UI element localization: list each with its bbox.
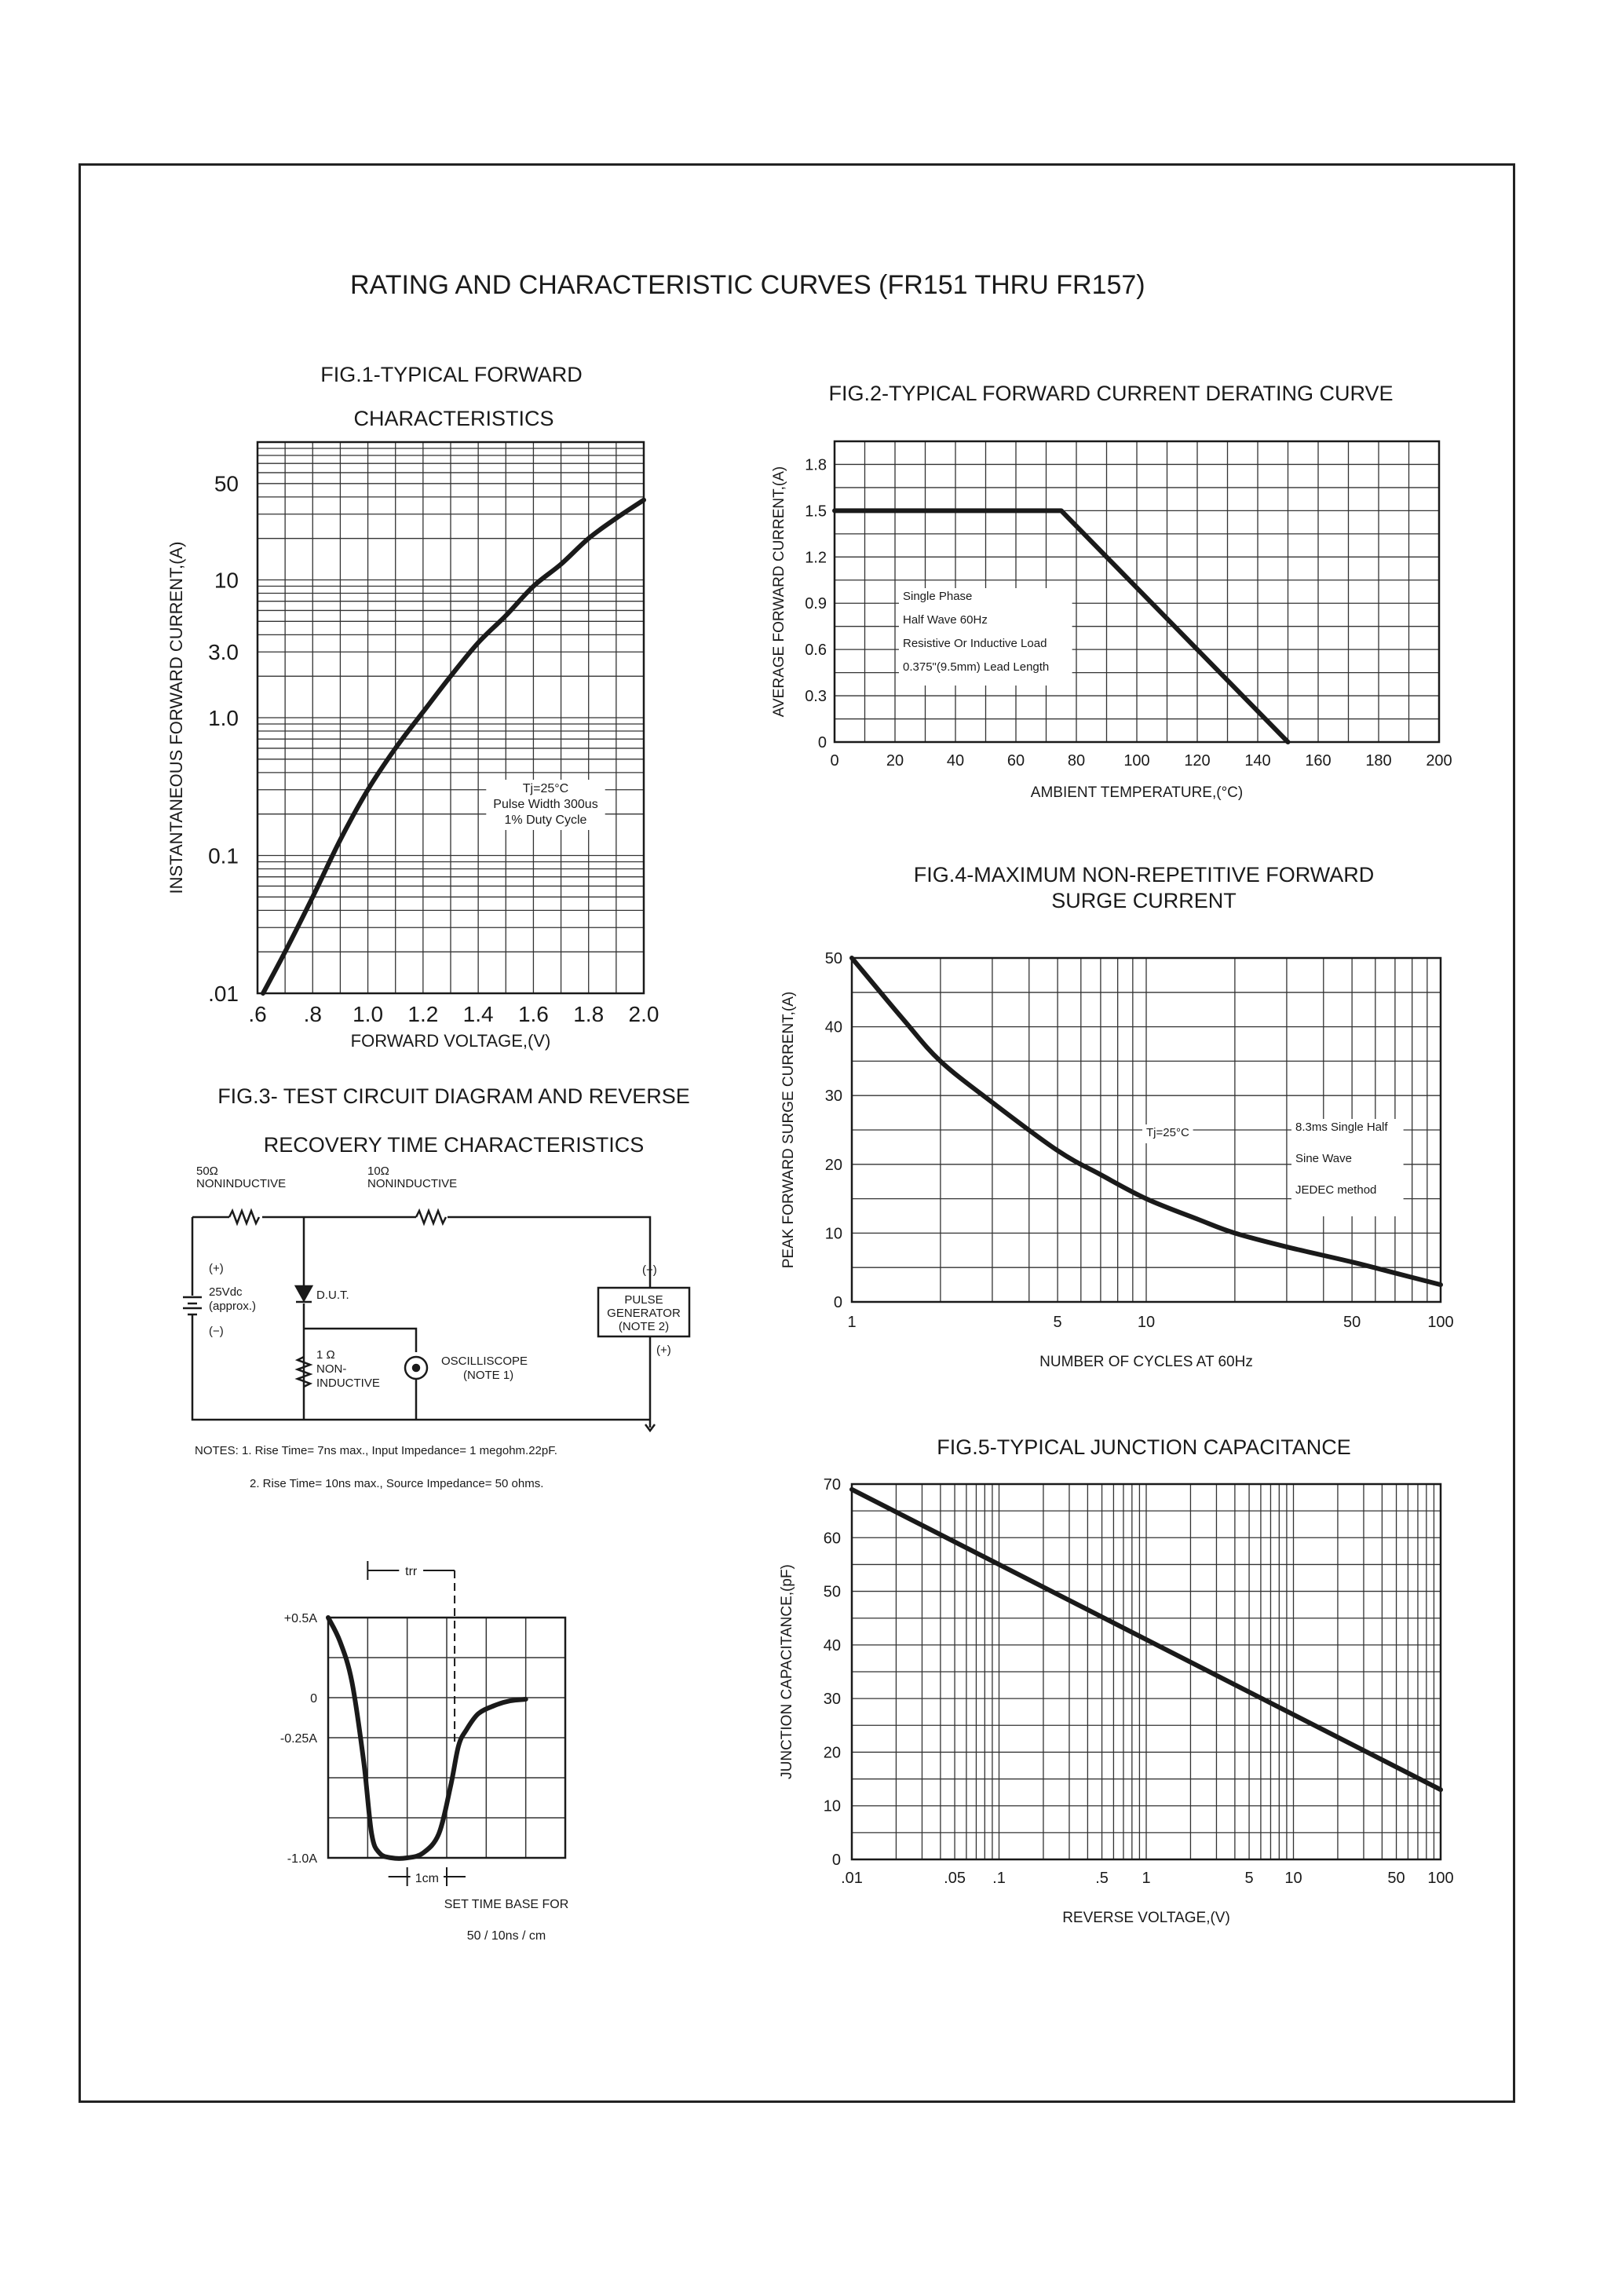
- fig2-annotation-line: 0.375"(9.5mm) Lead Length: [903, 660, 1050, 674]
- resistor-r1-symbol: [229, 1211, 259, 1223]
- fig5-y-tick-label: 10: [823, 1797, 841, 1815]
- fig4-annotation-right-line: JEDEC method: [1295, 1183, 1377, 1197]
- fig1-x-tick-label: .6: [248, 1002, 267, 1026]
- resistor-r2-symbol: [416, 1211, 446, 1223]
- fig4-annotation-left: [1142, 1124, 1193, 1143]
- fig3w-y-tick-label: +0.5A: [283, 1612, 317, 1625]
- fig3w-caption-line: SET TIME BASE FOR: [444, 1898, 569, 1911]
- fig1-x-tick-label: 1.2: [407, 1002, 439, 1026]
- fig5-y-tick-label: 60: [823, 1530, 841, 1548]
- r2-value: 10Ω: [367, 1164, 389, 1178]
- fig3-waveform-chart: [280, 1561, 568, 1943]
- circuit-left-wire: [192, 1217, 650, 1420]
- fig1-y-tick-label: 10: [214, 568, 239, 593]
- supply-plus: (+): [209, 1262, 224, 1275]
- fig1-y-tick-label: 1.0: [208, 705, 239, 730]
- fig2-x-tick-label: 120: [1184, 752, 1211, 770]
- fig2-y-tick-label: 0.3: [805, 688, 827, 706]
- fig5-x-tick-label: 50: [1387, 1870, 1405, 1887]
- fig4-y-tick-label: 30: [824, 1088, 842, 1106]
- fig5-y-tick-label: 40: [823, 1636, 841, 1654]
- fig4-annotation-right: [1291, 1119, 1404, 1216]
- fig5-x-tick-label: .05: [944, 1870, 966, 1887]
- fig2-y-axis-label: AVERAGE FORWARD CURRENT,(A): [771, 466, 787, 718]
- fig5-y-tick-label: 70: [823, 1476, 841, 1493]
- fig2-chart: [771, 441, 1452, 801]
- fig3w-scale-label: 1cm: [415, 1872, 439, 1885]
- fig3w-trr-label: trr: [405, 1565, 418, 1578]
- fig5-y-tick-label: 30: [823, 1691, 841, 1709]
- r1-value: 50Ω: [196, 1164, 218, 1178]
- oscilloscope-dot: [413, 1365, 419, 1371]
- fig5-x-tick-label: .01: [841, 1870, 863, 1887]
- fig1-x-tick-label: 1.4: [462, 1002, 494, 1026]
- fig5-y-tick-label: 0: [831, 1852, 841, 1869]
- fig5-y-axis-label: JUNCTION CAPACITANCE,(pF): [779, 1564, 795, 1779]
- r3-desc1: NON-: [316, 1362, 347, 1376]
- fig2-annotation-line: Resistive Or Inductive Load: [903, 637, 1047, 650]
- fig1-x-tick-label: 1.0: [353, 1002, 384, 1026]
- fig4-x-axis-label: NUMBER OF CYCLES AT 60Hz: [1039, 1354, 1253, 1370]
- fig4-y-tick-label: 0: [833, 1294, 842, 1311]
- fig1-x-tick-label: 1.8: [573, 1002, 605, 1026]
- fig4-y-tick-label: 10: [824, 1225, 842, 1243]
- fig4-title: FIG.4-MAXIMUM NON-REPETITIVE FORWARD: [913, 863, 1375, 887]
- note-2: 2. Rise Time= 10ns max., Source Impedance= 50 ohms.: [250, 1477, 544, 1490]
- fig2-y-tick-label: 0: [817, 734, 827, 751]
- fig5-y-tick-label: 20: [823, 1744, 841, 1762]
- fig5-chart: [779, 1476, 1454, 1926]
- fig2-x-tick-label: 60: [1006, 752, 1025, 770]
- fig4-x-tick-label: 1: [847, 1314, 857, 1331]
- fig2-x-tick-label: 160: [1305, 752, 1332, 770]
- fig1-title: FIG.1-TYPICAL FORWARD: [320, 363, 583, 386]
- fig4-y-tick-label: 40: [824, 1018, 842, 1036]
- fig5-title: FIG.5-TYPICAL JUNCTION CAPACITANCE: [937, 1435, 1351, 1459]
- page-title: RATING AND CHARACTERISTIC CURVES (FR151 THRU FR157): [350, 270, 1145, 300]
- fig4-y-axis-label: PEAK FORWARD SURGE CURRENT,(A): [780, 991, 797, 1269]
- fig2-y-tick-label: 1.2: [805, 549, 827, 567]
- fig3w-y-tick-label: 0: [310, 1692, 317, 1706]
- fig5-x-tick-label: 1: [1142, 1870, 1151, 1887]
- fig4-annotation-right-line: Sine Wave: [1295, 1152, 1352, 1165]
- fig3-title-line1: FIG.3- TEST CIRCUIT DIAGRAM AND REVERSE: [217, 1084, 690, 1108]
- supply-minus: (−): [209, 1325, 224, 1338]
- fig2-x-tick-label: 100: [1123, 752, 1150, 770]
- diode-dut-symbol: [296, 1286, 312, 1302]
- fig1-x-tick-label: .8: [303, 1002, 322, 1026]
- fig2-x-tick-label: 200: [1426, 752, 1452, 770]
- circuit-top-wire: [192, 1217, 650, 1288]
- r2-desc: NONINDUCTIVE: [367, 1177, 458, 1190]
- fig4-x-tick-label: 10: [1137, 1314, 1156, 1331]
- fig1-x-axis-label: FORWARD VOLTAGE,(V): [350, 1031, 551, 1051]
- fig4-subtitle: SURGE CURRENT: [1051, 889, 1237, 912]
- fig4-y-tick-label: 50: [824, 950, 842, 967]
- oscilloscope-note: (NOTE 1): [463, 1369, 514, 1382]
- fig4-x-tick-label: 5: [1053, 1314, 1062, 1331]
- fig2-x-tick-label: 20: [886, 752, 904, 770]
- generator-return-wire: [645, 1336, 655, 1431]
- fig3-title-line2: RECOVERY TIME CHARACTERISTICS: [263, 1133, 645, 1157]
- fig5-x-axis-label: REVERSE VOLTAGE,(V): [1062, 1910, 1230, 1926]
- fig5-x-tick-label: .1: [992, 1870, 1006, 1887]
- fig4-x-tick-label: 50: [1343, 1314, 1361, 1331]
- fig1-subtitle: CHARACTERISTICS: [353, 407, 554, 430]
- fig2-x-tick-label: 80: [1067, 752, 1086, 770]
- fig2-annotation: [899, 588, 1072, 686]
- fig4-annotation-left-line: Tj=25°C: [1146, 1126, 1189, 1139]
- fig2-y-tick-label: 1.5: [805, 503, 827, 521]
- fig5-x-tick-label: 100: [1427, 1870, 1454, 1887]
- gen-line3: (NOTE 2): [618, 1320, 670, 1333]
- fig1-annotation: [486, 780, 605, 830]
- fig3w-caption-line: 50 / 10ns / cm: [466, 1929, 546, 1943]
- r3-desc2: INDUCTIVE: [316, 1377, 380, 1390]
- fig3w-y-tick-label: -1.0A: [287, 1852, 317, 1866]
- fig4-y-tick-label: 20: [824, 1156, 842, 1174]
- fig2-x-tick-label: 0: [830, 752, 839, 770]
- fig1-x-tick-label: 1.6: [517, 1002, 549, 1026]
- battery-symbol: [183, 1297, 202, 1314]
- gen-line1: PULSE: [624, 1293, 663, 1307]
- fig4-annotation-right-line: 8.3ms Single Half: [1295, 1121, 1388, 1134]
- fig1-annotation-line: 1% Duty Cycle: [504, 813, 587, 827]
- fig3-circuit: [183, 1211, 689, 1431]
- fig1-y-tick-label: 0.1: [208, 843, 239, 868]
- fig1-y-tick-label: .01: [208, 981, 239, 1006]
- fig2-y-tick-label: 1.8: [805, 456, 827, 474]
- fig2-annotation-line: Half Wave 60Hz: [903, 613, 988, 627]
- fig1-y-tick-label: 3.0: [208, 640, 239, 665]
- fig1-series-line: [263, 500, 644, 993]
- fig2-title: FIG.2-TYPICAL FORWARD CURRENT DERATING CURVE: [828, 382, 1394, 405]
- fig2-y-tick-label: 0.9: [805, 595, 827, 613]
- fig5-x-tick-label: 5: [1244, 1870, 1254, 1887]
- supply-note: (approx.): [209, 1300, 257, 1313]
- fig5-x-tick-label: 10: [1284, 1870, 1302, 1887]
- fig2-x-axis-label: AMBIENT TEMPERATURE,(°C): [1030, 784, 1244, 801]
- fig3w-y-tick-label: -0.25A: [279, 1732, 317, 1746]
- gen-minus: (−): [642, 1263, 657, 1277]
- fig4-x-tick-label: 100: [1427, 1314, 1454, 1331]
- fig5-y-tick-label: 50: [823, 1583, 841, 1601]
- fig2-x-tick-label: 180: [1365, 752, 1392, 770]
- fig5-x-tick-label: .5: [1095, 1870, 1109, 1887]
- dut-label: D.U.T.: [316, 1289, 349, 1302]
- fig2-x-tick-label: 140: [1244, 752, 1271, 770]
- fig2-y-tick-label: 0.6: [805, 642, 827, 660]
- fig1-chart: [166, 442, 659, 1051]
- fig2-x-tick-label: 40: [946, 752, 965, 770]
- gen-plus: (+): [656, 1344, 671, 1357]
- fig1-y-axis-label: INSTANTANEOUS FORWARD CURRENT,(A): [166, 541, 186, 894]
- oscilloscope-label: OSCILLISCOPE: [441, 1355, 528, 1368]
- r3-value: 1 Ω: [316, 1348, 335, 1362]
- fig1-annotation-line: Pulse Width 300us: [493, 798, 598, 811]
- gen-line2: GENERATOR: [607, 1307, 681, 1320]
- fig2-annotation-line: Single Phase: [903, 590, 973, 603]
- supply-value: 25Vdc: [209, 1285, 243, 1299]
- r1-desc: NONINDUCTIVE: [196, 1177, 287, 1190]
- fig1-annotation-line: Tj=25°C: [522, 782, 569, 795]
- note-1: NOTES: 1. Rise Time= 7ns max., Input Impedance= 1 megohm.22pF.: [195, 1444, 557, 1457]
- resistor-r3-symbol: [298, 1357, 310, 1387]
- fig1-x-tick-label: 2.0: [628, 1002, 659, 1026]
- fig4-chart: [780, 950, 1454, 1370]
- fig1-y-tick-label: 50: [214, 471, 239, 496]
